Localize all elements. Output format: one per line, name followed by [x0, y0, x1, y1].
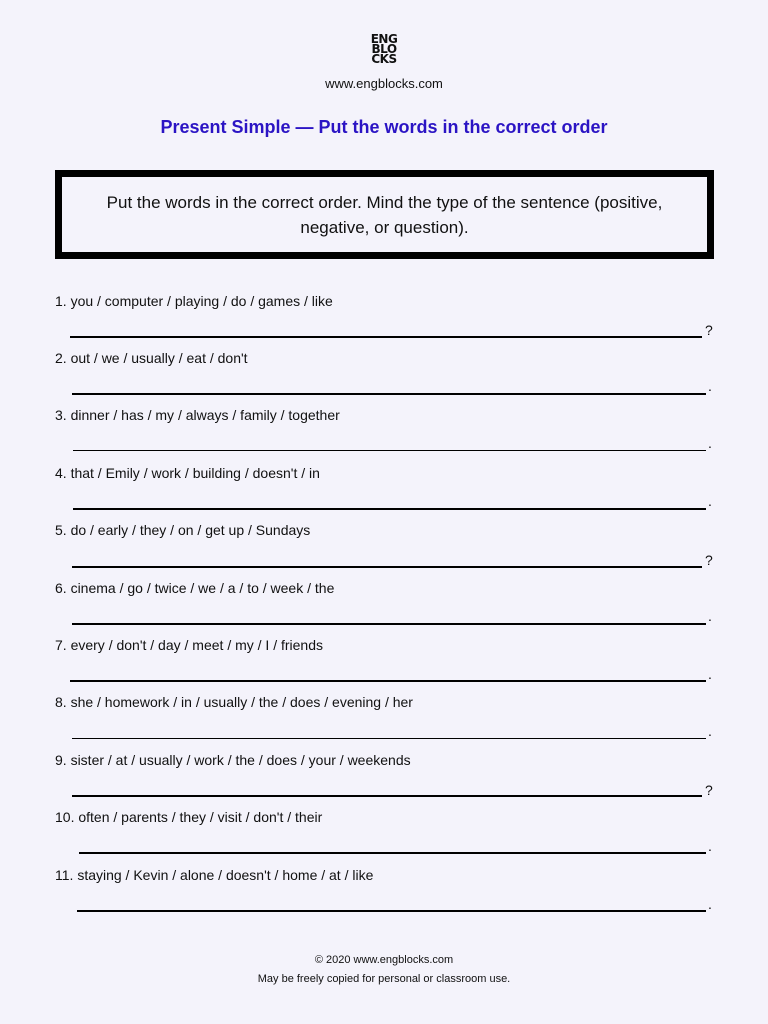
instructions-box: [55, 170, 714, 259]
exercise-prompt-8: 8. she / homework / in / usually / the / does / evening / her: [55, 694, 413, 710]
logo-line: BLO: [371, 42, 397, 56]
instructions-text: Put the words in the correct order. Mind the type of the sentence (positive, negative, or question).: [106, 192, 663, 237]
sentence-end-9: ?: [705, 782, 713, 798]
answer-line-3[interactable]: [73, 450, 706, 451]
sentence-end-11: .: [708, 896, 712, 912]
answer-line-10[interactable]: [79, 852, 706, 854]
sentence-end-1: ?: [705, 322, 713, 338]
answer-line-11[interactable]: [77, 910, 706, 912]
sentence-end-7: .: [708, 666, 712, 682]
exercise-prompt-3: 3. dinner / has / my / always / family / together: [55, 407, 340, 423]
engblocks-logo: [369, 34, 399, 64]
exercise-prompt-5: 5. do / early / they / on / get up / Sundays: [55, 522, 311, 538]
sentence-end-10: .: [708, 838, 712, 854]
sentence-end-3: .: [708, 435, 712, 451]
exercise-prompt-11: 11. staying / Kevin / alone / doesn't / home / at / like: [55, 867, 374, 883]
exercise-prompt-1: 1. you / computer / playing / do / games / like: [55, 293, 333, 309]
website-url: www.engblocks.com: [325, 76, 443, 91]
sentence-end-5: ?: [705, 552, 713, 568]
answer-line-9[interactable]: [72, 795, 702, 797]
sentence-end-2: .: [708, 378, 712, 394]
exercise-prompt-4: 4. that / Emily / work / building / doesn't / in: [55, 465, 320, 481]
footer-license: May be freely copied for personal or classroom use.: [257, 973, 511, 985]
answer-line-8[interactable]: [72, 738, 706, 739]
answer-line-5[interactable]: [72, 566, 702, 568]
exercise-prompt-2: 2. out / we / usually / eat / don't: [55, 350, 248, 366]
answer-line-6[interactable]: [72, 623, 706, 625]
answer-line-4[interactable]: [73, 508, 706, 510]
sentence-end-6: .: [708, 608, 712, 624]
exercise-prompt-10: 10. often / parents / they / visit / don't / their: [55, 809, 323, 825]
exercise-prompt-9: 9. sister / at / usually / work / the / does / your / weekends: [55, 752, 411, 768]
footer-copyright: © 2020 www.engblocks.com: [314, 954, 454, 966]
exercise-prompt-6: 6. cinema / go / twice / we / a / to / week / the: [55, 580, 335, 596]
answer-line-7[interactable]: [70, 680, 706, 682]
sentence-end-8: .: [708, 723, 712, 739]
logo-line: CKS: [371, 52, 397, 66]
answer-line-2[interactable]: [72, 393, 706, 395]
answer-line-1[interactable]: [70, 336, 702, 338]
page-title: Present Simple — Put the words in the correct order: [160, 117, 608, 137]
logo-line: ENG: [370, 32, 398, 46]
sentence-end-4: .: [708, 493, 712, 509]
exercise-prompt-7: 7. every / don't / day / meet / my / I / friends: [55, 637, 324, 653]
